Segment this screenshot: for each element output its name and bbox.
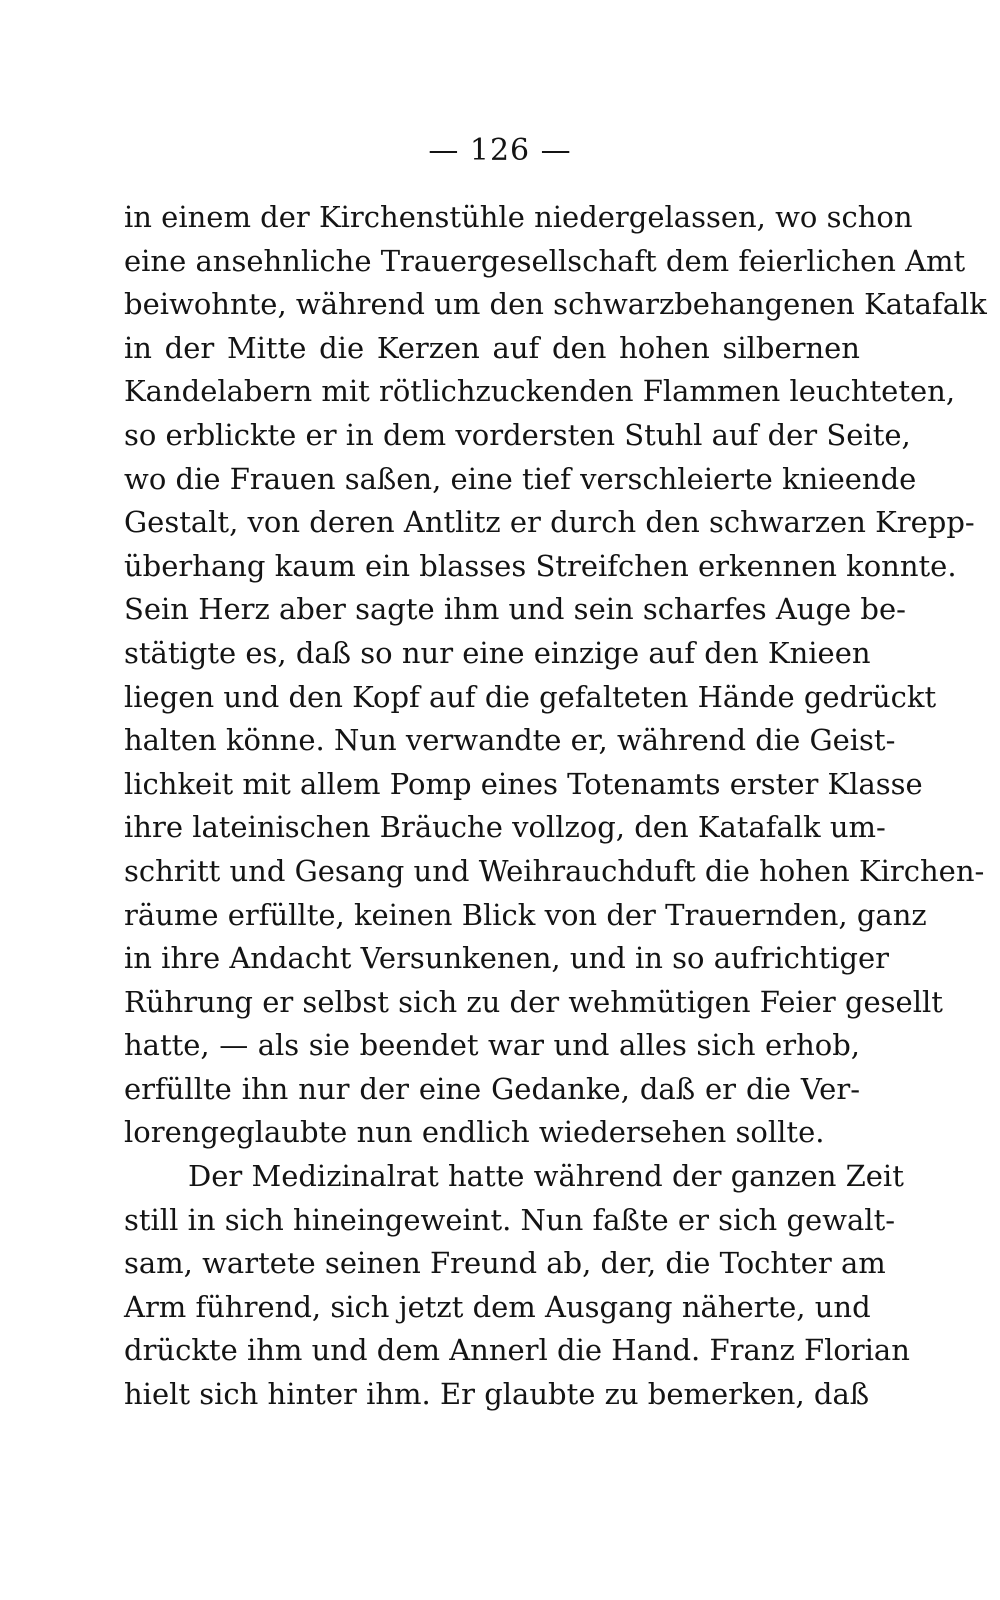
text-line: erfüllte ihn nur der eine Gedanke, daß er die Ver- [124,1071,860,1106]
text-line: eine ansehnliche Trauergesellschaft dem feierlichen Amt [124,243,966,278]
text-line: hielt sich hinter ihm. Er glaubte zu bemerken, daß [124,1377,870,1412]
text-line: liegen und den Kopf auf die gefalteten Hände gedrückt [124,679,937,714]
text-line: beiwohnte, während um den schwarzbehangenen Katafalk [124,287,987,322]
text-line: Sein Herz aber sagte ihm und sein scharfes Auge be- [124,592,906,627]
body-text [124,196,987,1417]
text-line-paragraph-end: lorengeglaubte nun endlich wiedersehen sollte. [124,1115,825,1150]
text-line: lichkeit mit allem Pomp eines Totenamts erster Klasse [124,766,923,801]
text-line: räume erfüllte, keinen Blick von der Trauernden, ganz [124,897,927,932]
text-line: wo die Frauen saßen, eine tief verschleierte knieende [124,461,917,496]
text-line: schritt und Gesang und Weihrauchduft die hohen Kirchen- [124,853,985,888]
page-number: — 126 — [428,133,572,168]
text-line: in ihre Andacht Versunkenen, und in so aufrichtiger [124,941,890,976]
text-line: in einem der Kirchenstühle niedergelassen, wo schon [124,200,913,234]
text-line: überhang kaum ein blasses Streifchen erkennen konnte. [124,548,957,583]
text-line: Rührung er selbst sich zu der wehmütigen Feier gesellt [124,984,943,1019]
text-line: halten könne. Nun verwandte er, während die Geist- [124,723,896,758]
text-line: hatte, — als sie beendet war und alles sich erhob, [124,1028,860,1063]
text-line: so erblickte er in dem vordersten Stuhl auf der Seite, [124,417,911,452]
text-line: Arm führend, sich jetzt dem Ausgang näherte, und [124,1289,871,1324]
text-line: ihre lateinischen Bräuche vollzog, den Katafalk um- [124,810,886,845]
text-line: drückte ihm und dem Annerl die Hand. Franz Florian [124,1333,910,1368]
text-line: still in sich hineingeweint. Nun faßte er sich gewalt- [124,1202,896,1237]
text-line: Kandelabern mit rötlichzuckenden Flammen leuchteten, [124,374,956,409]
text-line: Gestalt, von deren Antlitz er durch den schwarzen Krepp- [124,505,975,540]
text-line: sam, wartete seinen Freund ab, der, die Tochter am [124,1246,886,1281]
text-line: stätigte es, daß so nur eine einzige auf den Knieen [124,635,871,670]
text-line-paragraph-start: Der Medizinalrat hatte während der ganzen Zeit [188,1159,904,1194]
text-line: in der Mitte die Kerzen auf den hohen silbernen [124,330,860,365]
